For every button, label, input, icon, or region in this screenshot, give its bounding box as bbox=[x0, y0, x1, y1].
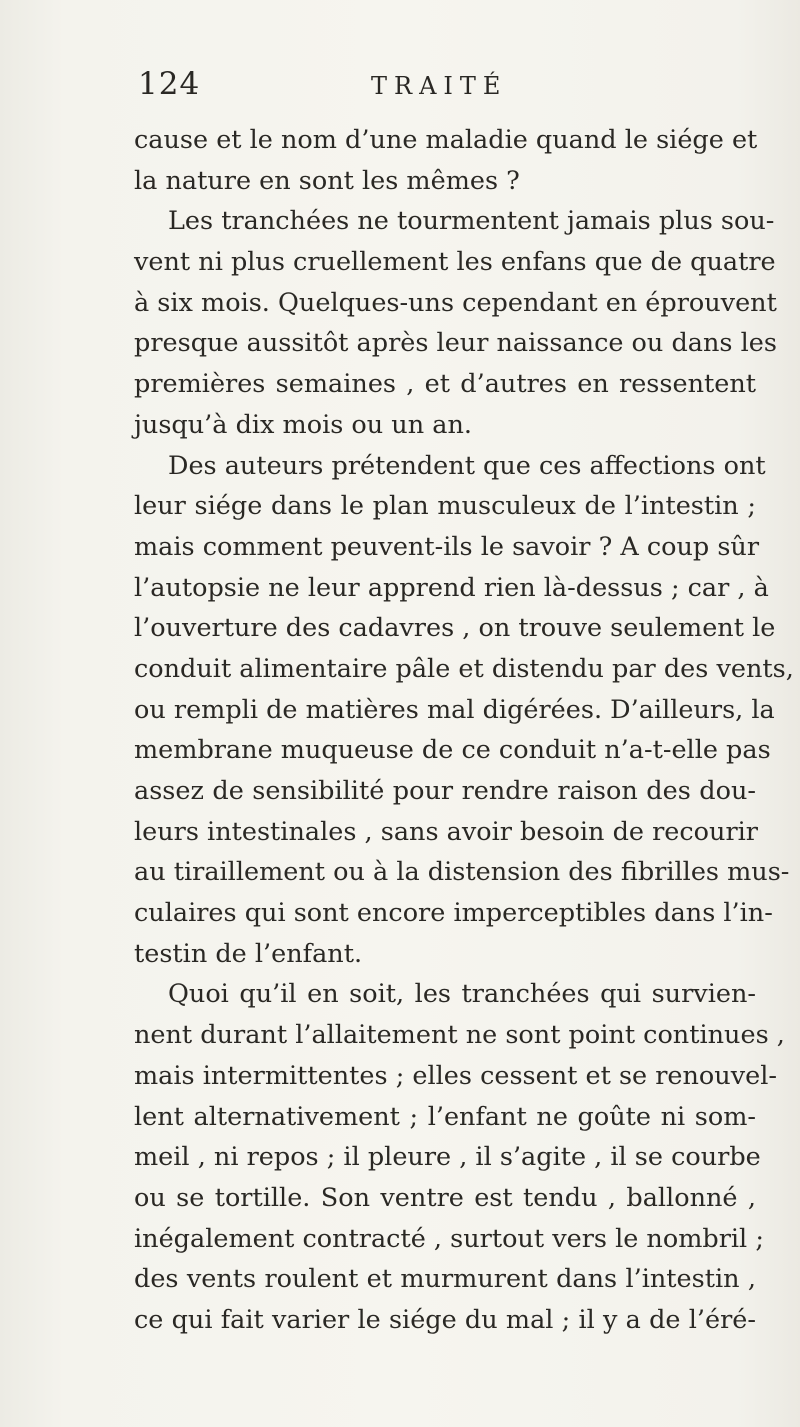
text-line: ou se tortille. Son ventre est tendu , ballonné , bbox=[134, 1182, 756, 1213]
text-line: Quoi qu’il en soit, les tranchées qui survien- bbox=[168, 979, 756, 1010]
text-line: meil , ni repos ; il pleure , il s’agite , il se courbe bbox=[134, 1142, 761, 1173]
text-line: ce qui fait varier le siége du mal ; il y a de l’éré- bbox=[134, 1304, 756, 1335]
text-line: presque aussitôt après leur naissance ou dans les bbox=[134, 328, 777, 359]
text-line: lent alternativement ; l’enfant ne goûte ni som- bbox=[134, 1101, 756, 1132]
text-line: la nature en sont les mêmes ? bbox=[134, 165, 520, 196]
page-number: 124 bbox=[138, 66, 201, 102]
text-line: membrane muqueuse de ce conduit n’a-t-elle pas bbox=[134, 735, 771, 766]
text-line: ou rempli de matières mal digérées. D’ailleurs, la bbox=[134, 694, 775, 725]
running-head bbox=[138, 66, 758, 106]
text-line: assez de sensibilité pour rendre raison des dou- bbox=[134, 776, 756, 806]
text-line: culaires qui sont encore imperceptibles dans l’in- bbox=[134, 898, 773, 929]
text-line: cause et le nom d’une maladie quand le siége et bbox=[134, 125, 758, 155]
text-line: premières semaines , et d’autres en ressentent bbox=[134, 369, 756, 400]
text-line: l’autopsie ne leur apprend rien là-dessus ; car , à bbox=[134, 572, 769, 603]
text-line: Des auteurs prétendent que ces affections ont bbox=[168, 450, 766, 481]
text-line: des vents roulent et murmurent dans l’intestin , bbox=[134, 1264, 756, 1295]
text-line: jusqu’à dix mois ou un an. bbox=[134, 409, 472, 440]
text-line: Les tranchées ne tourmentent jamais plus sou- bbox=[168, 206, 775, 237]
body-text bbox=[134, 120, 794, 1341]
text-line: testin de l’enfant. bbox=[134, 938, 363, 969]
text-line: leurs intestinales , sans avoir besoin de recourir bbox=[134, 816, 758, 847]
text-line: nent durant l’allaitement ne sont point continues , bbox=[134, 1020, 785, 1051]
text-line: leur siége dans le plan musculeux de l’intestin ; bbox=[134, 491, 756, 522]
text-line: vent ni plus cruellement les enfans que de quatre bbox=[134, 247, 776, 278]
text-line: inégalement contracté , surtout vers le nombril ; bbox=[134, 1223, 764, 1254]
text-line: conduit alimentaire pâle et distendu par des vents, bbox=[134, 653, 794, 684]
text-line: mais intermittentes ; elles cessent et se renouvel- bbox=[134, 1060, 777, 1091]
text-line: mais comment peuvent-ils le savoir ? A coup sûr bbox=[134, 531, 760, 562]
text-line: au tiraillement ou à la distension des fibrilles mus- bbox=[134, 857, 790, 888]
text-line: à six mois. Quelques-uns cependant en éprouvent bbox=[134, 287, 777, 318]
text-line: l’ouverture des cadavres , on trouve seulement le bbox=[134, 613, 776, 644]
running-title: TRAITÉ bbox=[371, 72, 508, 100]
